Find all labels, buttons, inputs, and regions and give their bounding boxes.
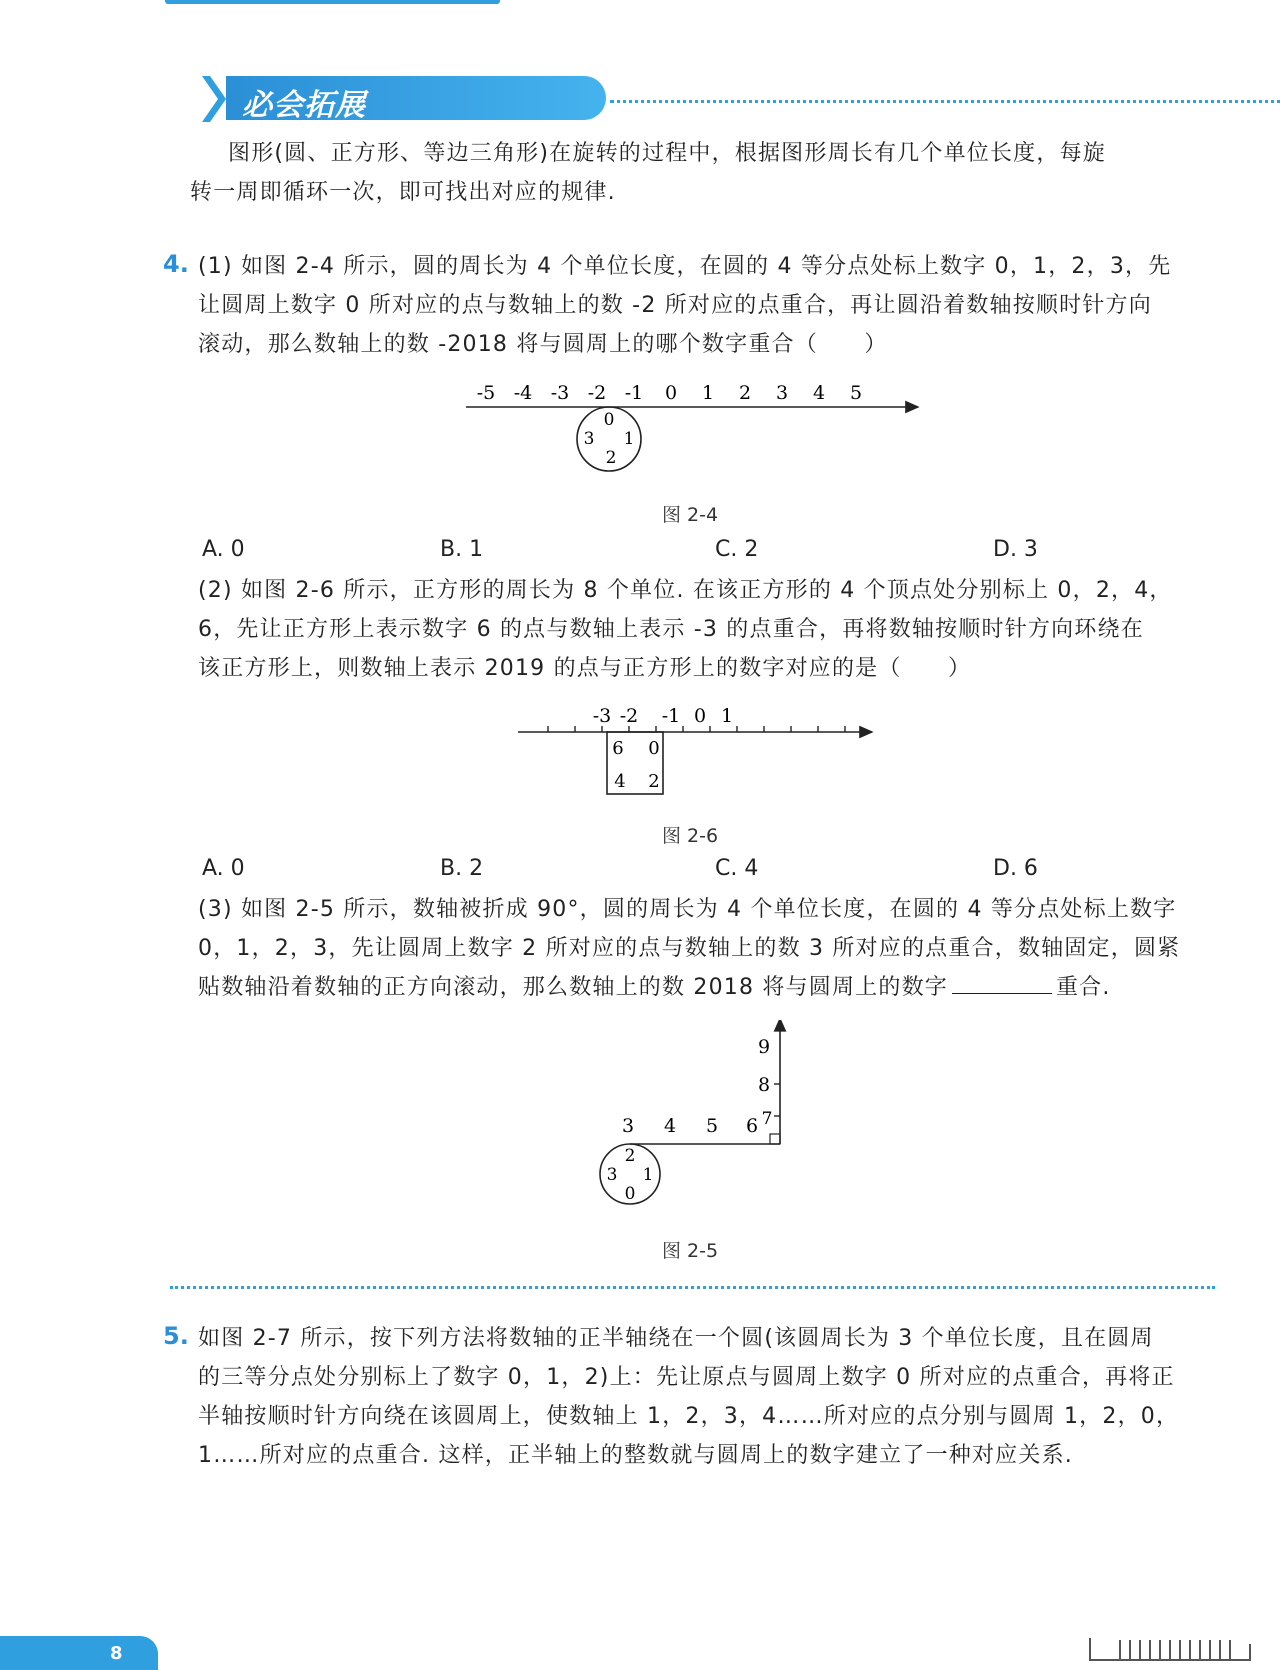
option-d: D. 3 (993, 537, 1038, 562)
circle-label: 3 (606, 1165, 618, 1185)
intro-line-1: 图形(圆、正方形、等边三角形)在旋转的过程中，根据图形周长有几个单位长度，每旋 (228, 141, 1106, 166)
watermark-icon (1080, 1632, 1260, 1666)
option-c: C. 2 (715, 537, 759, 562)
tick-label: -4 (513, 382, 533, 404)
tick-label: 0 (693, 705, 707, 727)
square-label: 0 (648, 738, 660, 759)
answer-blank[interactable] (952, 971, 1052, 994)
q4-part3-line-2: 0，1，2，3，先让圆周上数字 2 所对应的点与数轴上的数 3 所对应的点重合，数轴固定，圆紧 (198, 936, 1181, 961)
section-dotted-rule (610, 100, 1280, 103)
question-4-number: 4. (163, 250, 189, 278)
v-tick-label: 9 (757, 1036, 771, 1058)
intro-line-2: 转一周即循环一次，即可找出对应的规律. (190, 180, 616, 205)
tick-label: 4 (812, 382, 826, 404)
q4-part3-line-3b: 重合. (1055, 975, 1111, 1000)
square-label: 4 (614, 771, 626, 792)
figure-2-5 (590, 1020, 800, 1210)
h-tick-label: 5 (705, 1115, 719, 1137)
figure-2-6 (510, 700, 880, 800)
q5-line-1: 如图 2-7 所示，按下列方法将数轴的正半轴绕在一个圆(该圆周长为 3 个单位长度，且在圆周 (198, 1326, 1154, 1351)
page-number-tab (0, 1636, 158, 1670)
circle-label: 3 (583, 429, 595, 449)
h-tick-label: 3 (621, 1115, 635, 1137)
v-tick-label: 8 (757, 1074, 771, 1096)
option-b: B. 2 (440, 856, 484, 881)
v-tick-label: 7 (761, 1109, 773, 1129)
option-c: C. 4 (715, 856, 759, 881)
dotted-divider (170, 1286, 1215, 1289)
circle-label: 0 (624, 1184, 636, 1204)
tick-label: -2 (587, 382, 607, 404)
square-label: 6 (612, 738, 624, 759)
top-accent-bar (165, 0, 500, 4)
circle-label: 2 (605, 448, 617, 468)
h-tick-label: 6 (745, 1115, 759, 1137)
tick-label: 1 (720, 705, 734, 727)
tick-label: -1 (661, 705, 681, 727)
tick-label: 5 (849, 382, 863, 404)
q5-line-4: 1……所对应的点重合. 这样，正半轴上的整数就与圆周上的数字建立了一种对应关系. (198, 1443, 1073, 1468)
tick-label: -5 (476, 382, 496, 404)
tick-label: -3 (550, 382, 570, 404)
q5-line-2: 的三等分点处分别标上了数字 0，1，2)上：先让原点与圆周上数字 0 所对应的点重合，再将正 (198, 1365, 1175, 1390)
tick-label: -2 (619, 705, 639, 727)
option-a: A. 0 (202, 856, 245, 881)
circle-label: 2 (624, 1146, 636, 1166)
tick-label: 1 (701, 382, 715, 404)
circle-label: 1 (623, 429, 635, 449)
vertical-ticks (774, 1084, 780, 1116)
option-a: A. 0 (202, 537, 245, 562)
figure-2-6-caption: 图 2-6 (662, 825, 719, 847)
section-title: 必会拓展 (242, 88, 366, 123)
q4-part2-line-2: 6，先让正方形上表示数字 6 的点与数轴上表示 -3 的点重合，再将数轴按顺时针方向环绕在 (198, 617, 1144, 642)
q4-part3-line-1: (3) 如图 2-5 所示，数轴被折成 90°，圆的周长为 4 个单位长度，在圆的 4 等分点处标上数字 (198, 897, 1177, 922)
tick-label: 2 (738, 382, 752, 404)
q4-part1-line-1: (1) 如图 2-4 所示，圆的周长为 4 个单位长度，在圆的 4 等分点处标上数字 0，1，2，3，先 (198, 254, 1172, 279)
figure-2-4-caption: 图 2-4 (662, 504, 719, 526)
figure-2-4 (450, 375, 930, 485)
q4-part1-line-2: 让圆周上数字 0 所对应的点与数轴上的数 -2 所对应的点重合，再让圆沿着数轴按顺时针方向 (198, 293, 1152, 318)
q4-part3-line-3a: 贴数轴沿着数轴的正方向滚动，那么数轴上的数 2018 将与圆周上的数字 (198, 975, 948, 1000)
q4-part2-line-3: 该正方形上，则数轴上表示 2019 的点与正方形上的数字对应的是（ ） (198, 656, 972, 681)
tick-label: 3 (775, 382, 789, 404)
q4-part2-line-1: (2) 如图 2-6 所示，正方形的周长为 8 个单位. 在该正方形的 4 个顶点处分别标上 0，2，4， (198, 578, 1173, 603)
q4-part3-line-3 (198, 968, 1111, 1007)
page-number: 8 (110, 1643, 123, 1664)
tick-label: 0 (664, 382, 678, 404)
q4-part1-line-3: 滚动，那么数轴上的数 -2018 将与圆周上的哪个数字重合（ ） (198, 332, 888, 357)
figure-2-5-caption: 图 2-5 (662, 1240, 719, 1262)
q5-line-3: 半轴按顺时针方向绕在该圆周上，使数轴上 1，2，3，4……所对应的点分别与圆周 1，2，0， (198, 1404, 1180, 1429)
question-5-number: 5. (163, 1322, 189, 1350)
h-tick-label: 4 (663, 1115, 677, 1137)
right-angle-mark (770, 1134, 780, 1144)
circle-label: 1 (642, 1165, 654, 1185)
tick-label: -1 (624, 382, 644, 404)
square-label: 2 (648, 771, 660, 792)
option-d: D. 6 (993, 856, 1038, 881)
tick-label: -3 (592, 705, 612, 727)
option-b: B. 1 (440, 537, 484, 562)
circle-label: 0 (603, 410, 615, 430)
section-header (200, 72, 1220, 124)
